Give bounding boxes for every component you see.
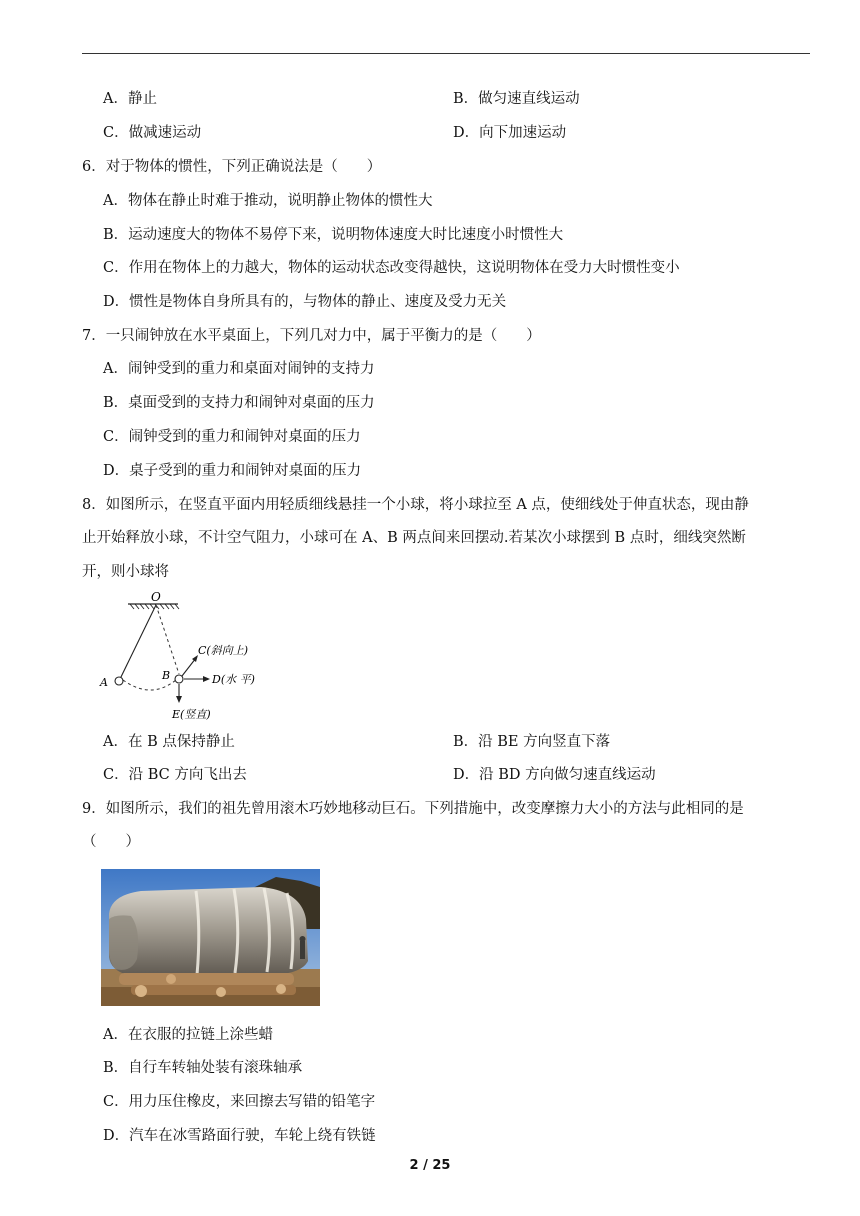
q6-stem: 6．对于物体的惯性，下列正确说法是（ ） (82, 159, 382, 175)
q8-option-b: B．沿 BE 方向竖直下落 (453, 734, 611, 750)
q7-stem: 7．一只闹钟放在水平桌面上，下列几对力中，属于平衡力的是（ ） (82, 328, 541, 344)
label-d: D(水 平) (212, 673, 255, 686)
q8-stem-line-1: 8．如图所示，在竖直平面内用轻质细线悬挂一个小球，将小球拉至 A 点，使细线处于伸直状态，现由静 (82, 497, 749, 513)
q5-option-b: B．做匀速直线运动 (453, 91, 580, 107)
q5-option-a: A．静止 (103, 91, 157, 107)
q6-option-b: B．运动速度大的物体不易停下来，说明物体速度大时比速度小时惯性大 (103, 227, 564, 243)
q9-stem-line-1: 9．如图所示，我们的祖先曾用滚木巧妙地移动巨石。下列措施中，改变摩擦力大小的方法与此相同的是 (82, 801, 744, 817)
q5-option-c: C．做减速运动 (103, 125, 202, 141)
q7-option-d: D．桌子受到的重力和闹钟对桌面的压力 (103, 463, 362, 479)
q8-option-a: A．在 B 点保持静止 (103, 734, 235, 750)
q9-option-d: D．汽车在冰雪路面行驶，车轮上绕有铁链 (103, 1128, 376, 1144)
q8-option-d: D．沿 BD 方向做匀速直线运动 (453, 767, 656, 783)
q9-option-c: C．用力压住橡皮，来回擦去写错的铅笔字 (103, 1094, 376, 1110)
header-rule (82, 53, 810, 54)
q8-stem-line-3: 开，则小球将 (82, 564, 169, 580)
q5-option-d: D．向下加速运动 (453, 125, 567, 141)
boulder-on-logs-photo (101, 869, 320, 1006)
q7-option-a: A．闹钟受到的重力和桌面对闹钟的支持力 (103, 361, 375, 377)
pendulum-diagram (96, 588, 271, 724)
q6-option-d: D．惯性是物体自身所具有的，与物体的静止、速度及受力无关 (103, 294, 507, 310)
label-e: E(竖直) (172, 708, 211, 721)
q6-option-c: C．作用在物体上的力越大，物体的运动状态改变得越快，这说明物体在受力大时惯性变小 (103, 260, 680, 276)
q7-option-b: B．桌面受到的支持力和闹钟对桌面的压力 (103, 395, 375, 411)
q6-option-a: A．物体在静止时难于推动，说明静止物体的惯性大 (103, 193, 433, 209)
label-b: B (162, 669, 171, 682)
label-o: O (151, 590, 161, 604)
q9-option-b: B．自行车转轴处装有滚珠轴承 (103, 1060, 303, 1076)
q9-option-a: A．在衣服的拉链上涂些蜡 (103, 1027, 273, 1043)
label-a: A (100, 676, 108, 689)
q7-option-c: C．闹钟受到的重力和闹钟对桌面的压力 (103, 429, 361, 445)
page-number: 2 / 25 (409, 1158, 451, 1173)
q9-stem-line-2: （ ） (82, 834, 140, 850)
q8-option-c: C．沿 BC 方向飞出去 (103, 767, 247, 783)
q8-stem-line-2: 止开始释放小球，不计空气阻力，小球可在 A、B 两点间来回摆动.若某次小球摆到 B 点时，细线突然断 (82, 530, 746, 546)
label-c: C(斜向上) (198, 644, 248, 657)
